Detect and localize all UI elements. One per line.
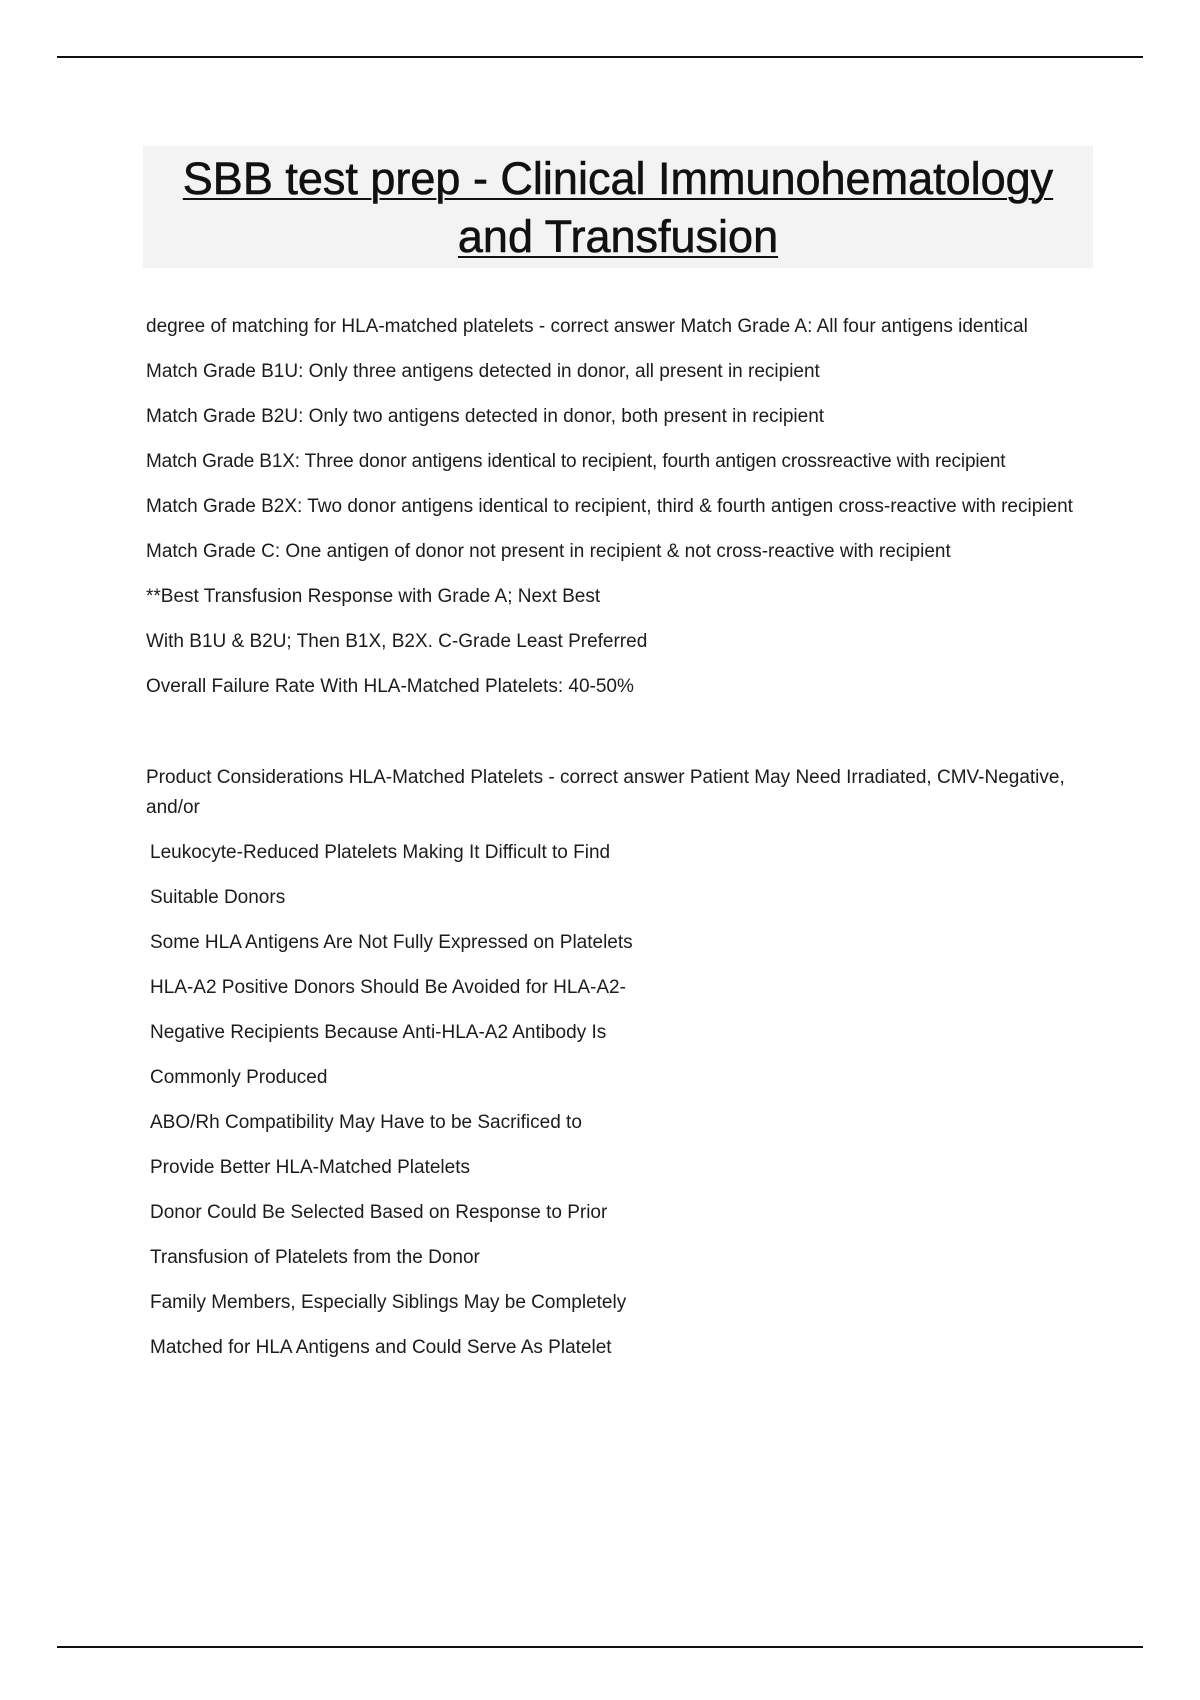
bottom-divider — [57, 1646, 1143, 1648]
paragraph: degree of matching for HLA-matched platelets - correct answer Match Grade A: All four antigens identical — [146, 316, 1028, 337]
section-product-considerations — [146, 763, 1096, 1363]
list-item: Negative Recipients Because Anti-HLA-A2 Antibody Is — [150, 1022, 607, 1043]
list-item: Donor Could Be Selected Based on Response to Prior — [150, 1202, 608, 1223]
top-divider — [57, 56, 1143, 58]
paragraph: Overall Failure Rate With HLA-Matched Platelets: 40-50% — [146, 676, 634, 697]
document-title — [143, 146, 1093, 266]
paragraph: Match Grade B1U: Only three antigens detected in donor, all present in recipient — [146, 361, 820, 382]
considerations-list — [146, 838, 1096, 1363]
title-line-2: and Transfusion — [457, 211, 779, 262]
paragraph: With B1U & B2U; Then B1X, B2X. C-Grade Least Preferred — [146, 631, 648, 652]
paragraph: Match Grade B1X: Three donor antigens identical to recipient, fourth antigen crossreactive with recipient — [146, 451, 1006, 472]
list-item: Provide Better HLA-Matched Platelets — [150, 1157, 470, 1178]
paragraph: Match Grade B2X: Two donor antigens identical to recipient, third & fourth antigen cross-reactive with recipient — [146, 496, 1073, 517]
list-item: Transfusion of Platelets from the Donor — [150, 1247, 480, 1268]
title-banner — [143, 146, 1093, 268]
paragraph: Match Grade B2U: Only two antigens detected in donor, both present in recipient — [146, 406, 825, 427]
list-item: Suitable Donors — [150, 887, 286, 908]
section-spacer — [146, 717, 1096, 763]
list-item: HLA-A2 Positive Donors Should Be Avoided for HLA-A2- — [150, 977, 626, 998]
section-hla-match-grades — [146, 312, 1096, 702]
list-item: Commonly Produced — [150, 1067, 328, 1088]
list-item: Leukocyte-Reduced Platelets Making It Difficult to Find — [150, 842, 611, 863]
paragraph: Match Grade C: One antigen of donor not present in recipient & not cross-reactive with recipient — [146, 541, 951, 562]
title-line-1: SBB test prep - Clinical Immunohematology — [182, 153, 1054, 204]
list-item: Family Members, Especially Siblings May be Completely — [150, 1292, 627, 1313]
paragraph: Product Considerations HLA-Matched Platelets - correct answer Patient May Need Irradiated, CMV-Negative, and/or — [146, 767, 1065, 818]
list-item: Matched for HLA Antigens and Could Serve As Platelet — [150, 1337, 612, 1358]
list-item: Some HLA Antigens Are Not Fully Expressed on Platelets — [150, 932, 633, 953]
paragraph: **Best Transfusion Response with Grade A; Next Best — [146, 586, 601, 607]
document-body — [146, 312, 1096, 1378]
list-item: ABO/Rh Compatibility May Have to be Sacrificed to — [150, 1112, 582, 1133]
